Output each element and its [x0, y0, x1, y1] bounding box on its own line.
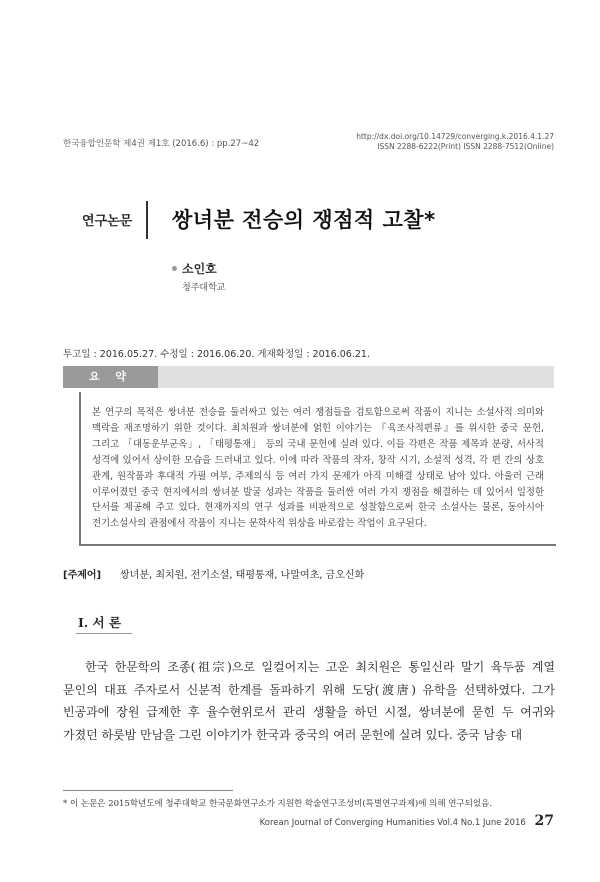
- abstract-label: 요 약: [63, 366, 158, 388]
- page-number: 27: [534, 813, 554, 829]
- issn: ISSN 2288-6222(Print) ISSN 2288-7512(Online): [377, 142, 554, 151]
- article-title: 쌍녀분 전승의 쟁점적 고찰*: [172, 208, 436, 232]
- bullet-icon: [172, 266, 177, 271]
- body-paragraph-text: 한국 한문학의 조종(祖宗)으로 일컬어지는 고운 최치원은 통일신라 말기 육두품 계열 문인의 대표 주자로서 신분적 한계를 돌파하기 위해 도당(渡唐) 유학을 선택하였다. 그가 빈공과에 장원 급제한 후 율수현위로서 관리 생활을 하던 시절, 쌍녀분에 묻힌 두 여귀와 가졌던 하룻밤 만남을 그린 이야기가 한국과 중국의 여러 문헌에 실려 있다. 중국 남송 대: [63, 660, 555, 742]
- section-label: 연구논문: [82, 214, 133, 229]
- keywords-list: 쌍녀분, 최치원, 전기소설, 태평통재, 나말여초, 금오신화: [120, 570, 365, 581]
- footnote-rule: [63, 790, 233, 791]
- footnote: * 이 논문은 2015학년도에 청주대학교 한국문화연구소가 지원한 학술연구조성비(특별연구과제)에 의해 연구되었음.: [63, 799, 493, 809]
- title-divider: [146, 201, 148, 239]
- heading-underline: [76, 633, 132, 634]
- page-footer: [260, 813, 554, 829]
- doi-issn-block: [356, 132, 554, 152]
- author-name: 소인호: [182, 262, 217, 276]
- author-affiliation: 청주대학교: [182, 283, 226, 293]
- body-paragraph: [63, 656, 555, 746]
- section-heading: Ⅰ. 서 론: [78, 615, 122, 630]
- keywords-label: [주제어]: [63, 570, 102, 581]
- footer-journal: Korean Journal of Converging Humanities Vol.4 No.1 June 2016: [259, 818, 526, 828]
- submission-dates: 투고일 : 2016.05.27. 수정일 : 2016.06.20. 게재확정일 : 2016.06.21.: [63, 349, 370, 360]
- journal-info: 한국융합인문학 제4권 제1호 (2016.6) : pp.27~42: [63, 139, 260, 149]
- doi-link[interactable]: http://dx.doi.org/10.14729/converging.k.2016.4.1.27: [356, 132, 554, 141]
- abstract-text: 본 연구의 목적은 쌍녀분 전승을 둘러싸고 있는 여러 쟁점들을 검토함으로써 작품이 지니는 소설사적 의미와 맥락을 재조명하기 위한 것이다. 최치원과 쌍녀분에 얽힌 이야기는 『육조사적편류』를 위시한 중국 문헌, 그리고 「대동운부군옥」, 「태평통재」 등의 국내 문헌에 실려 있다. 이들 각편은 작품 제목과 분량, 서사적 성격에 있어서 상이한 모습을 드러내고 있다. 이에 따라 작품의 작자, 창작 시기, 소설적 성격, 각 편 간의 상호 관계, 원작품과 후대적 가필 여부, 주제의식 등 여러 가지 문제가 아직 미해결 상태로 남아 있다. 아울러 근래 이루어졌던 중국 현지에서의 쌍녀분 발굴 성과는 작품을 둘러싼 여러 가지 쟁점을 해결하는 데 있어서 일정한 단서를 제공해 주고 있다. 현재까지의 연구 성과를 비판적으로 성찰함으로써 한국 소설사는 물론, 동아시아 전기소설사의 관점에서 작품이 지니는 문학사적 위상을 바로잡는 작업이 요구된다.: [92, 407, 544, 530]
